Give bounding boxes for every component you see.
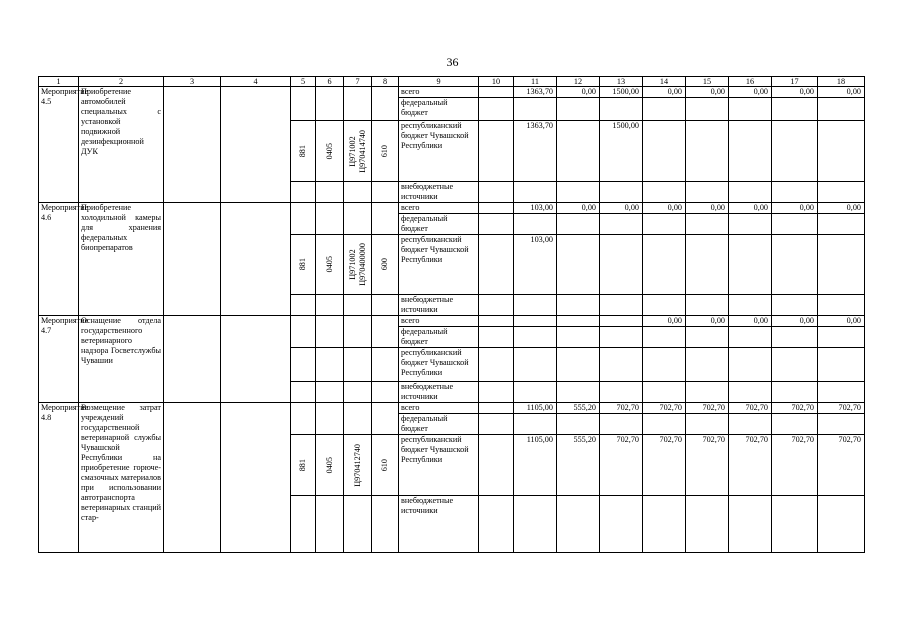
value-cell	[772, 121, 818, 182]
value-cell: 0,00	[729, 87, 772, 98]
grbs-cell	[291, 496, 316, 553]
value-cell	[514, 327, 557, 348]
column-header: 9	[399, 77, 479, 87]
source-label: федеральный бюджет	[399, 414, 479, 435]
measure-label: Мероприятие 4.5	[39, 87, 79, 203]
rzpr-cell	[316, 496, 344, 553]
value-cell	[729, 295, 772, 316]
csr-cell	[344, 403, 372, 435]
value-cell	[479, 435, 514, 496]
value-cell: 0,00	[818, 316, 865, 327]
value-cell: 1500,00	[600, 87, 643, 98]
grbs-code	[291, 435, 316, 496]
grbs-code	[291, 235, 316, 295]
rzpr-cell	[316, 403, 344, 435]
value-cell	[514, 382, 557, 403]
measure-name: Приобретение холодильной камеры для хранения федеральных биопрепаратов	[79, 203, 164, 316]
rzpr-cell	[316, 182, 344, 203]
value-cell	[600, 295, 643, 316]
grbs-cell	[291, 87, 316, 121]
value-cell	[514, 316, 557, 327]
value-cell	[514, 414, 557, 435]
csr-cell	[344, 295, 372, 316]
source-label: всего	[399, 87, 479, 98]
value-cell	[729, 414, 772, 435]
column-header: 3	[164, 77, 221, 87]
value-cell	[729, 121, 772, 182]
column-header: 13	[600, 77, 643, 87]
vr-cell	[372, 316, 399, 348]
column-header: 5	[291, 77, 316, 87]
value-cell	[818, 414, 865, 435]
value-cell	[818, 348, 865, 382]
vr-code	[372, 121, 399, 182]
value-cell	[557, 316, 600, 327]
value-cell: 702,70	[772, 403, 818, 414]
table-row	[39, 87, 865, 98]
vr-cell	[372, 295, 399, 316]
value-cell	[479, 235, 514, 295]
value-cell	[479, 403, 514, 414]
value-cell	[729, 496, 772, 553]
value-cell	[514, 98, 557, 121]
value-cell: 0,00	[818, 87, 865, 98]
value-cell	[643, 348, 686, 382]
column-header: 8	[372, 77, 399, 87]
value-cell	[514, 182, 557, 203]
value-cell	[643, 235, 686, 295]
rzpr-cell	[316, 316, 344, 348]
vr-cell	[372, 182, 399, 203]
value-cell	[557, 121, 600, 182]
csr-cell	[344, 87, 372, 121]
value-cell: 1105,00	[514, 435, 557, 496]
value-cell	[643, 414, 686, 435]
source-label: федеральный бюджет	[399, 98, 479, 121]
value-cell	[643, 98, 686, 121]
table-row	[39, 203, 865, 214]
column-header: 12	[557, 77, 600, 87]
column-header: 2	[79, 77, 164, 87]
source-label: республиканский бюджет Чувашской Республики	[399, 121, 479, 182]
value-cell: 0,00	[643, 316, 686, 327]
value-cell: 1105,00	[514, 403, 557, 414]
value-cell	[686, 496, 729, 553]
rzpr-code-text: 0405	[324, 256, 334, 273]
measure-name: Возмещение затрат учреждений государственной ветеринарной службы Чувашской Республики на приобретение горюче-смазочных материалов при использовании автотранспорта ветеринарных станций стар-	[79, 403, 164, 553]
source-label: федеральный бюджет	[399, 214, 479, 235]
value-cell	[729, 98, 772, 121]
value-cell	[557, 327, 600, 348]
value-cell: 555,20	[557, 403, 600, 414]
value-cell: 702,70	[643, 435, 686, 496]
csr-code-text: Ц971002 Ц970414740	[347, 129, 367, 173]
value-cell	[600, 382, 643, 403]
csr-code	[344, 348, 372, 382]
value-cell	[479, 348, 514, 382]
co-executor-cell	[221, 203, 291, 316]
rzpr-cell	[316, 382, 344, 403]
value-cell	[643, 382, 686, 403]
rzpr-cell	[316, 203, 344, 235]
value-cell	[818, 98, 865, 121]
responsible-cell	[164, 87, 221, 203]
value-cell	[643, 121, 686, 182]
grbs-cell	[291, 403, 316, 435]
value-cell	[600, 182, 643, 203]
csr-cell	[344, 203, 372, 235]
value-cell	[686, 98, 729, 121]
value-cell	[557, 235, 600, 295]
column-header: 16	[729, 77, 772, 87]
measure-label: Мероприятие 4.8	[39, 403, 79, 553]
value-cell	[643, 295, 686, 316]
csr-cell	[344, 382, 372, 403]
column-header: 10	[479, 77, 514, 87]
rzpr-code	[316, 435, 344, 496]
value-cell	[479, 203, 514, 214]
value-cell	[479, 496, 514, 553]
value-cell	[557, 348, 600, 382]
value-cell	[600, 496, 643, 553]
source-label: всего	[399, 403, 479, 414]
value-cell: 0,00	[729, 316, 772, 327]
measure-name: Оснащение отдела государственного ветеринарного надзора Госветслужбы Чувашии	[79, 316, 164, 403]
value-cell	[479, 121, 514, 182]
co-executor-cell	[221, 316, 291, 403]
value-cell	[479, 382, 514, 403]
value-cell	[479, 414, 514, 435]
page-number: 36	[446, 55, 459, 69]
value-cell: 1363,70	[514, 121, 557, 182]
column-header: 17	[772, 77, 818, 87]
value-cell: 0,00	[686, 87, 729, 98]
grbs-cell	[291, 295, 316, 316]
vr-cell	[372, 87, 399, 121]
value-cell	[514, 295, 557, 316]
vr-code-text: 600	[380, 258, 389, 271]
value-cell: 702,70	[600, 403, 643, 414]
value-cell	[557, 98, 600, 121]
value-cell	[514, 214, 557, 235]
csr-code	[344, 435, 372, 496]
value-cell	[514, 348, 557, 382]
value-cell	[818, 121, 865, 182]
source-label: федеральный бюджет	[399, 327, 479, 348]
value-cell	[772, 235, 818, 295]
value-cell	[729, 214, 772, 235]
value-cell: 702,70	[818, 403, 865, 414]
value-cell	[818, 295, 865, 316]
value-cell	[686, 382, 729, 403]
value-cell: 1363,70	[514, 87, 557, 98]
source-label: республиканский бюджет Чувашской Республики	[399, 235, 479, 295]
vr-code	[372, 235, 399, 295]
value-cell	[772, 295, 818, 316]
value-cell	[729, 182, 772, 203]
co-executor-cell	[221, 87, 291, 203]
value-cell	[729, 382, 772, 403]
value-cell: 702,70	[600, 435, 643, 496]
column-header: 15	[686, 77, 729, 87]
csr-cell	[344, 182, 372, 203]
value-cell	[686, 182, 729, 203]
budget-table	[38, 76, 865, 553]
responsible-cell	[164, 203, 221, 316]
value-cell	[772, 382, 818, 403]
measure-label: Мероприятие 4.6	[39, 203, 79, 316]
value-cell	[479, 316, 514, 327]
value-cell	[600, 98, 643, 121]
source-label: республиканский бюджет Чувашской Республики	[399, 348, 479, 382]
value-cell	[643, 327, 686, 348]
grbs-code-text: 881	[298, 458, 307, 472]
column-number-row	[39, 77, 865, 87]
value-cell	[479, 295, 514, 316]
value-cell	[479, 327, 514, 348]
source-label: внебюджетные источники	[399, 496, 479, 553]
value-cell: 702,70	[818, 435, 865, 496]
csr-code	[344, 235, 372, 295]
value-cell	[729, 327, 772, 348]
column-header: 14	[643, 77, 686, 87]
value-cell: 702,70	[772, 435, 818, 496]
vr-cell	[372, 382, 399, 403]
value-cell	[643, 182, 686, 203]
vr-cell	[372, 403, 399, 435]
value-cell	[818, 235, 865, 295]
value-cell: 103,00	[514, 203, 557, 214]
value-cell: 0,00	[686, 203, 729, 214]
value-cell	[818, 214, 865, 235]
value-cell: 103,00	[514, 235, 557, 295]
value-cell: 0,00	[600, 203, 643, 214]
rzpr-code-text: 0405	[324, 142, 334, 160]
grbs-code	[291, 348, 316, 382]
value-cell	[479, 182, 514, 203]
value-cell	[600, 348, 643, 382]
grbs-cell	[291, 182, 316, 203]
value-cell: 0,00	[686, 316, 729, 327]
rzpr-code	[316, 121, 344, 182]
value-cell	[557, 182, 600, 203]
csr-code-text: Ц970412740	[352, 443, 362, 487]
table-row	[39, 403, 865, 414]
grbs-code-text: 881	[298, 144, 307, 158]
value-cell	[686, 348, 729, 382]
value-cell	[686, 121, 729, 182]
value-cell	[557, 382, 600, 403]
value-cell	[600, 316, 643, 327]
value-cell: 702,70	[643, 403, 686, 414]
value-cell	[600, 235, 643, 295]
source-label: всего	[399, 316, 479, 327]
value-cell: 0,00	[643, 87, 686, 98]
co-executor-cell	[221, 403, 291, 553]
grbs-cell	[291, 203, 316, 235]
column-header: 18	[818, 77, 865, 87]
value-cell	[557, 414, 600, 435]
value-cell	[729, 235, 772, 295]
measure-label: Мероприятие 4.7	[39, 316, 79, 403]
value-cell	[686, 327, 729, 348]
source-label: внебюджетные источники	[399, 295, 479, 316]
csr-cell	[344, 496, 372, 553]
value-cell: 702,70	[686, 403, 729, 414]
value-cell	[772, 414, 818, 435]
value-cell	[686, 214, 729, 235]
vr-code	[372, 435, 399, 496]
csr-code-text: Ц971002 Ц970400000	[347, 243, 367, 286]
table-body	[39, 77, 865, 553]
value-cell	[818, 182, 865, 203]
value-cell	[772, 182, 818, 203]
value-cell	[772, 327, 818, 348]
csr-cell	[344, 316, 372, 348]
rzpr-cell	[316, 295, 344, 316]
column-header: 6	[316, 77, 344, 87]
column-header: 1	[39, 77, 79, 87]
value-cell	[600, 414, 643, 435]
value-cell	[479, 87, 514, 98]
value-cell	[600, 327, 643, 348]
source-label: внебюджетные источники	[399, 182, 479, 203]
value-cell: 702,70	[729, 403, 772, 414]
value-cell	[686, 295, 729, 316]
value-cell	[772, 496, 818, 553]
value-cell	[514, 496, 557, 553]
value-cell	[686, 235, 729, 295]
column-header: 4	[221, 77, 291, 87]
value-cell	[479, 214, 514, 235]
csr-code	[344, 121, 372, 182]
responsible-cell	[164, 403, 221, 553]
column-header: 7	[344, 77, 372, 87]
value-cell: 1500,00	[600, 121, 643, 182]
vr-code-text: 610	[380, 458, 389, 472]
grbs-code	[291, 121, 316, 182]
value-cell: 0,00	[643, 203, 686, 214]
value-cell	[818, 327, 865, 348]
vr-code	[372, 348, 399, 382]
rzpr-code	[316, 348, 344, 382]
source-label: республиканский бюджет Чувашской Республики	[399, 435, 479, 496]
value-cell: 0,00	[772, 316, 818, 327]
value-cell	[686, 414, 729, 435]
value-cell	[772, 98, 818, 121]
value-cell	[729, 348, 772, 382]
vr-cell	[372, 496, 399, 553]
rzpr-cell	[316, 87, 344, 121]
value-cell: 0,00	[557, 203, 600, 214]
value-cell	[557, 214, 600, 235]
value-cell	[772, 214, 818, 235]
value-cell	[643, 214, 686, 235]
value-cell	[818, 496, 865, 553]
value-cell: 0,00	[818, 203, 865, 214]
value-cell: 555,20	[557, 435, 600, 496]
vr-cell	[372, 203, 399, 235]
value-cell	[818, 382, 865, 403]
column-header: 11	[514, 77, 557, 87]
vr-code-text: 610	[380, 144, 389, 158]
value-cell: 0,00	[557, 87, 600, 98]
value-cell: 0,00	[772, 87, 818, 98]
value-cell	[557, 295, 600, 316]
grbs-cell	[291, 316, 316, 348]
value-cell	[600, 214, 643, 235]
value-cell: 702,70	[686, 435, 729, 496]
responsible-cell	[164, 316, 221, 403]
value-cell: 0,00	[772, 203, 818, 214]
measure-name: Приобретение автомобилей специальных с установкой подвижной дезинфекционной ДУК	[79, 87, 164, 203]
rzpr-code	[316, 235, 344, 295]
table-row	[39, 316, 865, 327]
source-label: всего	[399, 203, 479, 214]
value-cell	[643, 496, 686, 553]
grbs-cell	[291, 382, 316, 403]
source-label: внебюджетные источники	[399, 382, 479, 403]
value-cell	[479, 98, 514, 121]
value-cell: 0,00	[729, 203, 772, 214]
value-cell	[772, 348, 818, 382]
value-cell: 702,70	[729, 435, 772, 496]
rzpr-code-text: 0405	[324, 456, 334, 474]
grbs-code-text: 881	[298, 258, 307, 271]
value-cell	[557, 496, 600, 553]
